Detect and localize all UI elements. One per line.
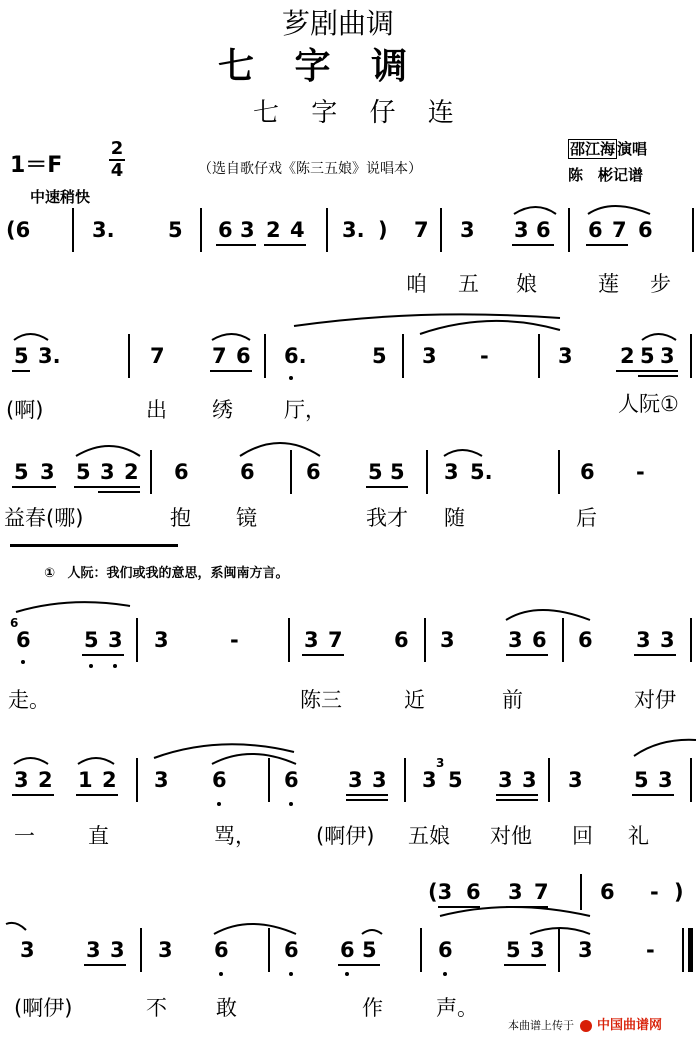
footnote-text: 人阮：我们或我的意思，系闽南方言。 (67, 566, 289, 581)
note: - (480, 344, 489, 368)
lyric: 敢 (216, 996, 237, 1020)
note: 5 (448, 768, 463, 792)
note: 6 (214, 938, 229, 962)
lyric: 作 (362, 996, 383, 1020)
note: 6 (578, 628, 593, 652)
slur (240, 443, 320, 456)
note: 6 (532, 628, 547, 652)
note: 5. (470, 460, 493, 484)
lyric: (啊伊) (316, 824, 375, 848)
upload-text: 本曲谱上传于 (508, 1019, 574, 1032)
note: 3 (660, 628, 675, 652)
note: 3 (110, 938, 125, 962)
note: 6 (212, 768, 227, 792)
lyric: 镜 (236, 506, 257, 530)
lyric: 一 (14, 824, 35, 848)
interlude-note: 6 (466, 880, 481, 904)
note: 3 (240, 218, 255, 242)
lyric: 回 (572, 824, 593, 848)
slur (514, 207, 556, 214)
note: 5 (640, 344, 655, 368)
slur (588, 206, 650, 214)
slur (444, 450, 482, 456)
note: 6 (394, 628, 409, 652)
slur (78, 758, 114, 764)
slur (634, 740, 696, 756)
slur (362, 930, 382, 934)
time-top: 2 (110, 138, 124, 159)
note: 2 (266, 218, 281, 242)
note: 2 (38, 768, 53, 792)
note: 3 (14, 768, 29, 792)
slur (212, 754, 296, 764)
note: 5 (634, 768, 649, 792)
note: 3 (20, 938, 35, 962)
interlude-note: (3 (428, 880, 453, 904)
note: 6 (580, 460, 595, 484)
note: 5 (14, 460, 29, 484)
slur (294, 314, 560, 326)
lyric: 骂， (214, 824, 256, 848)
slur (530, 928, 590, 934)
note: 4 (290, 218, 305, 242)
lyric: 绣 (212, 398, 233, 422)
lyric: 五娘 (408, 824, 450, 848)
note: 3. (38, 344, 61, 368)
note: 5 (372, 344, 387, 368)
note: 7 (150, 344, 165, 368)
note: 2 (124, 460, 139, 484)
site-footer (508, 1014, 662, 1033)
note: 7 (212, 344, 227, 368)
note: 3 (422, 768, 437, 792)
note: 3 (444, 460, 459, 484)
note: 6 (174, 460, 189, 484)
page-subtitle: 七 字 仔 连 (253, 98, 466, 128)
lyric: 声。 (436, 996, 478, 1020)
note: 5 (368, 460, 383, 484)
lyric: 对他 (490, 824, 532, 848)
note: 6 (284, 768, 299, 792)
note: 6 (236, 344, 251, 368)
lyric: 人阮① (618, 392, 679, 416)
lyric: 走。 (8, 688, 50, 712)
note: 3 (348, 768, 363, 792)
note: 2 (620, 344, 635, 368)
note: 3 (530, 938, 545, 962)
note: 3 (514, 218, 529, 242)
lyric: 厅， (284, 398, 326, 422)
note: 2 (102, 768, 117, 792)
grace-note: 3 (436, 756, 445, 770)
lyric: 抱 (170, 506, 191, 530)
note: 3 (422, 344, 437, 368)
note: 6 (588, 218, 603, 242)
slur (14, 334, 48, 340)
lyric: 前 (502, 688, 523, 712)
lyric: 莲 (598, 272, 619, 296)
slur (214, 924, 296, 934)
lyric: 陈三 (300, 688, 342, 712)
lyric: 对伊 (634, 688, 676, 712)
singer-role: 演唱 (617, 140, 648, 158)
note: 6 (218, 218, 233, 242)
page-title: 七 字 调 (218, 45, 422, 87)
slur (440, 907, 590, 916)
note: 3 (508, 628, 523, 652)
note: 6 (638, 218, 653, 242)
note: 3 (304, 628, 319, 652)
lyric: (啊) (6, 398, 44, 422)
lyric: 随 (444, 506, 465, 530)
note: 5 (14, 344, 29, 368)
genre-title: 芗剧曲调 (282, 7, 395, 40)
grace-note: 6 (10, 616, 19, 630)
lyric: 近 (404, 688, 425, 712)
note: 3 (558, 344, 573, 368)
note: 3 (100, 460, 115, 484)
note: 3. (342, 218, 365, 242)
note: 7 (328, 628, 343, 652)
interlude-note: 7 (534, 880, 549, 904)
note: 5 (168, 218, 183, 242)
lyric: 直 (88, 824, 109, 848)
note: 5 (76, 460, 91, 484)
lyric: 步 (650, 272, 671, 296)
note: 6 (16, 628, 31, 652)
lyric: 娘 (516, 272, 537, 296)
note: 3 (498, 768, 513, 792)
note: 7 (414, 218, 429, 242)
key-signature: 1＝F (10, 153, 63, 178)
footnote-marker: ① (44, 566, 56, 581)
note: 3 (154, 628, 169, 652)
note: 6 (284, 938, 299, 962)
note: ) (378, 218, 388, 242)
note: 6 (306, 460, 321, 484)
note: 6. (284, 344, 307, 368)
interlude-note: 6 (600, 880, 615, 904)
slur (6, 923, 26, 930)
lyric: 我才 (366, 506, 408, 530)
note: 3 (658, 768, 673, 792)
note: 3 (440, 628, 455, 652)
time-bottom: 4 (110, 160, 124, 181)
note: 1 (78, 768, 93, 792)
slur (212, 334, 250, 340)
note: 6 (240, 460, 255, 484)
note: 3 (108, 628, 123, 652)
note: 3 (660, 344, 675, 368)
lyric: 咱 (406, 272, 427, 296)
site-name: 中国曲谱网 (597, 1018, 663, 1033)
lyric: 后 (576, 506, 597, 530)
note: - (646, 938, 655, 962)
note: 3 (460, 218, 475, 242)
note: 5 (390, 460, 405, 484)
transcriber: 陈 彬记谱 (568, 166, 644, 184)
interlude-note: - (650, 880, 659, 904)
note: (6 (6, 218, 31, 242)
lyric: 五 (458, 272, 479, 296)
note: 5 (362, 938, 377, 962)
note: 3 (154, 768, 169, 792)
slur (506, 610, 590, 620)
note: 3 (372, 768, 387, 792)
lyric: 礼 (628, 824, 649, 848)
note: 3 (636, 628, 651, 652)
note: 3. (92, 218, 115, 242)
note: 3 (578, 938, 593, 962)
singer-name: 邵江海 (570, 140, 616, 158)
lyric: 不 (146, 996, 167, 1020)
note: 6 (438, 938, 453, 962)
lyric: 益春(哪) (4, 506, 84, 530)
note: 3 (86, 938, 101, 962)
interlude-note: 3 (508, 880, 523, 904)
lyric: 出 (146, 398, 167, 422)
note: 6 (340, 938, 355, 962)
note: - (636, 460, 645, 484)
note: 5 (506, 938, 521, 962)
slur (76, 446, 140, 456)
site-logo-icon (580, 1020, 592, 1032)
note: 3 (40, 460, 55, 484)
note: 3 (158, 938, 173, 962)
note: 3 (522, 768, 537, 792)
slur (16, 602, 130, 612)
slur (14, 758, 48, 764)
source-note: （选自歌仔戏《陈三五娘》说唱本） (198, 161, 422, 177)
slur (642, 334, 676, 340)
note: 7 (612, 218, 627, 242)
lyric: (啊伊) (14, 996, 73, 1020)
note: 3 (568, 768, 583, 792)
tempo-marking: 中速稍快 (30, 188, 91, 206)
slur (420, 321, 560, 334)
note: 6 (536, 218, 551, 242)
interlude-note: ) (674, 880, 684, 904)
note: - (230, 628, 239, 652)
note: 5 (84, 628, 99, 652)
